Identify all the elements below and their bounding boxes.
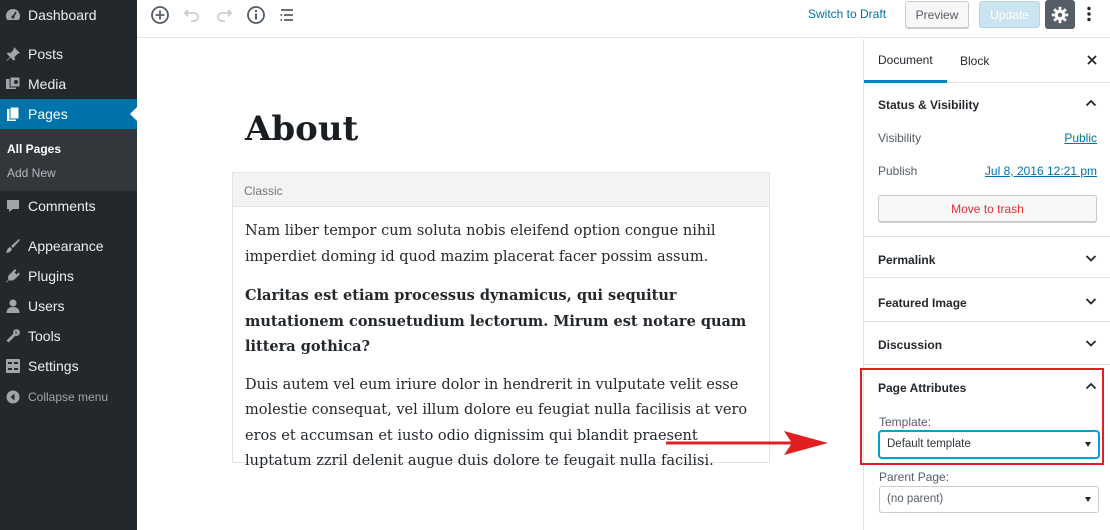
gear-icon bbox=[1051, 6, 1069, 24]
sidebar-tabs bbox=[864, 39, 1110, 83]
menu-item-comments[interactable] bbox=[0, 191, 137, 221]
classic-block-label: Classic bbox=[244, 184, 283, 198]
highlight-box-annotation bbox=[860, 368, 1104, 465]
close-icon[interactable] bbox=[1085, 53, 1099, 67]
switch-to-draft-button[interactable]: Switch to Draft bbox=[808, 7, 887, 21]
menu-item-appearance[interactable] bbox=[0, 231, 137, 261]
classic-block[interactable] bbox=[232, 172, 770, 469]
preview-button[interactable]: Preview bbox=[905, 1, 969, 28]
submenu-all-pages[interactable]: All Pages bbox=[7, 142, 62, 156]
panel-title: Featured Image bbox=[878, 296, 967, 310]
admin-sidebar bbox=[0, 0, 137, 530]
template-label: Template: bbox=[879, 415, 932, 429]
parent-page-label: Parent Page: bbox=[879, 470, 950, 484]
menu-label: Media bbox=[28, 76, 67, 92]
divider bbox=[864, 236, 1110, 237]
settings-toggle-button[interactable] bbox=[1045, 0, 1075, 29]
pin-icon bbox=[5, 46, 21, 62]
panel-title: Status & Visibility bbox=[878, 98, 980, 112]
menu-label: Pages bbox=[28, 106, 68, 122]
parent-page-select-value: (no parent) bbox=[887, 493, 944, 505]
media-icon bbox=[5, 76, 21, 92]
menu-label: Dashboard bbox=[28, 7, 97, 23]
publish-label: Publish bbox=[878, 164, 918, 178]
dashboard-icon bbox=[5, 7, 21, 23]
menu-label: Plugins bbox=[28, 268, 74, 284]
post-title[interactable]: About bbox=[245, 109, 359, 149]
divider bbox=[864, 277, 1110, 278]
menu-label: Users bbox=[28, 298, 65, 314]
move-to-trash-button[interactable]: Move to trash bbox=[878, 195, 1097, 222]
pages-icon bbox=[5, 106, 21, 122]
menu-item-tools[interactable] bbox=[0, 321, 137, 351]
add-block-icon[interactable] bbox=[149, 4, 171, 26]
menu-label: Tools bbox=[28, 328, 61, 344]
wrench-icon bbox=[5, 328, 21, 344]
parent-page-select[interactable] bbox=[879, 486, 1099, 513]
menu-item-pages[interactable] bbox=[0, 99, 137, 129]
collapse-menu-label: Collapse menu bbox=[28, 390, 109, 404]
menu-label: Settings bbox=[28, 358, 79, 374]
comments-icon bbox=[5, 198, 21, 214]
menu-label: Posts bbox=[28, 46, 64, 62]
chevron-down-icon bbox=[1084, 294, 1098, 308]
more-menu-button[interactable] bbox=[1082, 2, 1096, 26]
users-icon bbox=[5, 298, 21, 314]
collapse-menu-button[interactable] bbox=[0, 382, 137, 412]
menu-item-posts[interactable] bbox=[0, 39, 137, 69]
panel-title: Permalink bbox=[878, 253, 936, 267]
chevron-down-icon bbox=[1084, 251, 1098, 265]
plugin-icon bbox=[5, 268, 21, 284]
caret-down-icon bbox=[1085, 497, 1091, 502]
divider bbox=[864, 364, 1110, 365]
template-select-value: Default template bbox=[887, 438, 971, 450]
menu-item-media[interactable] bbox=[0, 69, 137, 99]
classic-block-toolbar bbox=[233, 173, 769, 207]
chevron-up-icon bbox=[1084, 96, 1098, 110]
paragraph: Nam liber tempor cum soluta nobis eleifend option congue nihil imperdiet doming id quod mazim placerat facer possim assum. bbox=[245, 223, 716, 265]
tab-block[interactable]: Block bbox=[960, 54, 990, 68]
info-icon[interactable] bbox=[245, 4, 267, 26]
chevron-down-icon bbox=[1084, 336, 1098, 350]
undo-icon[interactable] bbox=[181, 4, 203, 26]
pages-submenu bbox=[0, 129, 137, 191]
settings-icon bbox=[5, 358, 21, 374]
collapse-icon bbox=[5, 389, 21, 405]
panel-title: Page Attributes bbox=[878, 381, 967, 395]
brush-icon bbox=[5, 238, 21, 254]
divider bbox=[864, 321, 1110, 322]
editor-toolbar bbox=[137, 0, 1110, 38]
red-arrow-icon bbox=[664, 428, 830, 460]
block-navigation-icon[interactable] bbox=[276, 4, 298, 26]
tab-document[interactable]: Document bbox=[864, 39, 947, 83]
update-button[interactable]: Update bbox=[979, 1, 1040, 28]
publish-date-link[interactable]: Jul 8, 2016 12:21 pm bbox=[984, 164, 1097, 178]
panel-title: Discussion bbox=[878, 338, 943, 352]
paragraph: Duis autem vel eum iriure dolor in hendrerit in vulputate velit esse molestie consequat, vel illum dolore eu feugiat nulla facilisis at vero eros et accumsan et iusto odio dignissim qui blandit praesent luptatum zzril delenit augue duis dolore te feugait nulla facilisi. bbox=[245, 376, 748, 469]
submenu-add-new[interactable]: Add New bbox=[7, 166, 56, 180]
redo-icon[interactable] bbox=[213, 4, 235, 26]
menu-item-users[interactable] bbox=[0, 291, 137, 321]
paragraph-bold: Claritas est etiam processus dynamicus, qui sequitur mutationem consuetudium lectorum. Mirum est notare quam littera gothica? bbox=[245, 287, 747, 355]
menu-label: Comments bbox=[28, 198, 96, 214]
menu-item-plugins[interactable] bbox=[0, 261, 137, 291]
more-vertical-icon bbox=[1087, 6, 1091, 22]
menu-item-dashboard[interactable] bbox=[0, 0, 137, 30]
active-indicator bbox=[130, 107, 137, 121]
visibility-label: Visibility bbox=[878, 131, 922, 145]
menu-label: Appearance bbox=[28, 238, 104, 254]
menu-item-settings[interactable] bbox=[0, 351, 137, 381]
visibility-link[interactable]: Public bbox=[1064, 131, 1097, 145]
